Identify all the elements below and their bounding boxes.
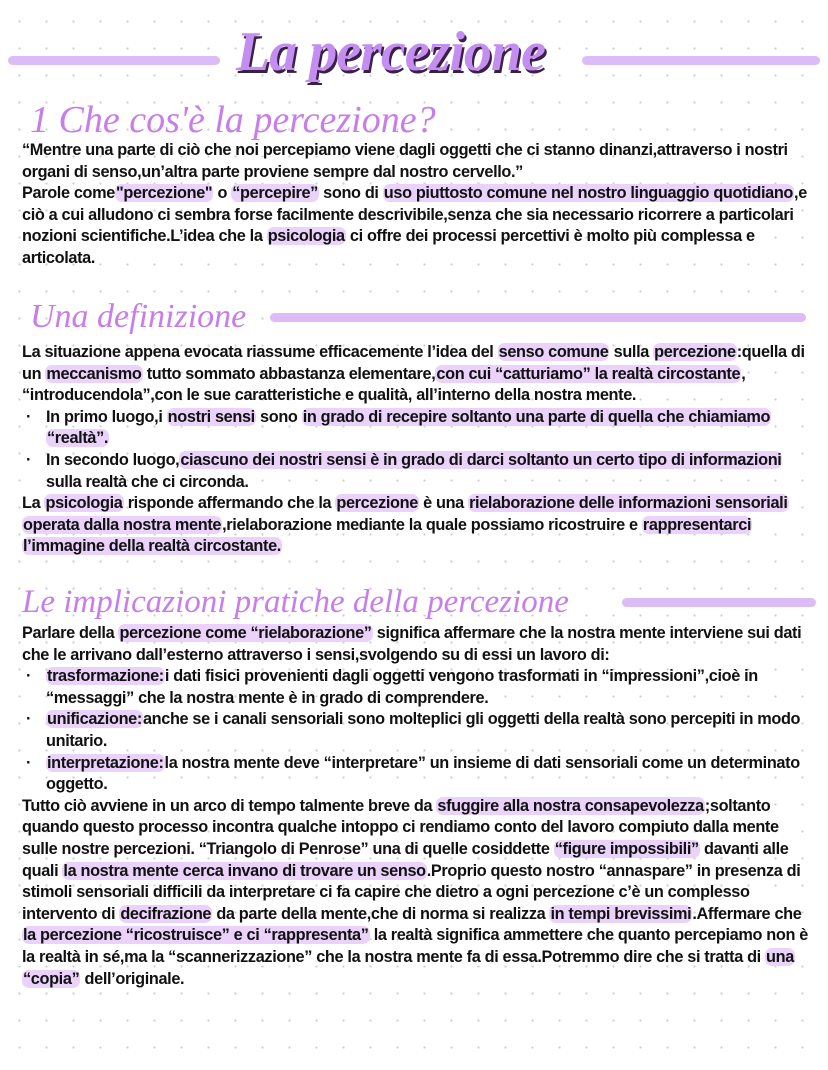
highlighted-text: interpretazione: — [47, 753, 164, 772]
text: sulla — [609, 343, 654, 361]
text: .Proprio questo nostro “annaspare” in presenza di stimoli sensoriali difficili da interpretare ci fa capire che dietro a ogni percezione c’è un complesso intervento di — [22, 861, 801, 923]
text: risponde affermando che la — [123, 494, 336, 513]
text: o — [213, 184, 232, 203]
paragraph — [22, 493, 812, 558]
text: è una — [418, 494, 469, 513]
section-heading-3: Le implicazioni pratiche della percezione — [22, 584, 569, 620]
text: la realtà significa ammettere che quanto percepiamo non è la realtà in sé,ma la “scannerizzazione” che la nostra mente fa di essa.Potremmo dire che si tratta di — [22, 926, 808, 966]
title-row — [0, 18, 828, 88]
text: sulla realtà che ci circonda. — [46, 472, 249, 491]
text: dell’originale. — [80, 969, 185, 988]
bullet-item — [22, 407, 812, 450]
highlighted-text: percezione — [654, 343, 736, 361]
section-rule-2 — [270, 313, 806, 322]
section-heading-2: Una definizione — [30, 298, 247, 335]
text: :quella di un — [22, 343, 805, 383]
highlighted-text: ciascuno dei nostri sensi è in grado di darci soltanto un certo tipo di informazioni — [180, 450, 782, 469]
text: significa affermare che la nostra mente interviene sui dati che le arrivano dall’esterno attraverso i sensi,svolgendo su di essi un lavoro di: — [22, 624, 802, 664]
text: Parlare della — [22, 624, 119, 642]
text: davanti alle quali — [22, 839, 789, 880]
text: ,rielaborazione mediante la quale possiamo ricostruire e — [222, 515, 642, 534]
paragraph — [22, 342, 812, 407]
text: ,e ciò a cui alludono ci sembra forse facilmente descrivibile,senza che sia necessario ricorrere a particolari nozioni scientifiche.L’idea che la — [22, 184, 807, 246]
section-body-2 — [22, 342, 812, 558]
text: ci offre dei processi percettivi è molto più complessa e articolata. — [22, 227, 755, 267]
text: sono di — [318, 184, 383, 203]
paragraph — [22, 796, 812, 990]
text: i dati fisici provenienti dagli oggetti vengono trasformati in “impressioni”,cioè in “messaggi” che la nostra mente è in grado di comprendere. — [46, 667, 758, 707]
text: ;soltanto quando questo processo incontra qualche intoppo ci rendiamo conto del lavoro compiuto dalla mente sulle nostre percezioni. “Triangolo di Penrose” una di quelle cosiddette — [22, 796, 779, 858]
paragraph — [22, 183, 812, 269]
highlighted-text: con cui “catturiamo” la realtà circostante — [436, 364, 741, 383]
text: .Affermare che — [692, 904, 802, 923]
paragraph — [22, 140, 812, 183]
paragraph — [22, 623, 812, 666]
title-rule-left — [8, 56, 220, 65]
text: In secondo luogo, — [46, 450, 180, 469]
bullet-item — [22, 450, 812, 493]
highlighted-text: unificazione: — [47, 710, 142, 729]
text: La situazione appena evocata riassume efficacemente l’idea del — [22, 343, 498, 361]
text: Tutto ciò avviene in un arco di tempo talmente breve da — [22, 796, 437, 815]
highlighted-text: meccanismo — [46, 364, 142, 383]
highlighted-text: in tempi brevissimi — [550, 904, 692, 923]
bullet-item — [22, 666, 812, 709]
section-body-1 — [22, 140, 812, 270]
highlighted-text: decifrazione — [120, 904, 212, 923]
section-heading-1: 1 Che cos'è la percezione? — [30, 99, 436, 141]
highlighted-text: la nostra mente cerca invano di trovare un senso — [63, 861, 426, 880]
text: “Mentre una parte di ciò che noi percepiamo viene dagli oggetti che ci stanno dinanzi,attraverso i nostri organi di senso,un’altra parte proviene sempre dal nostro cervello.” — [22, 141, 788, 181]
highlighted-text: nostri sensi — [167, 407, 255, 426]
highlighted-text: psicologia — [267, 227, 345, 246]
text: , “introducendola”,con le sue caratteristiche e qualità, all’interno della nostra mente. — [22, 364, 746, 405]
bullet-item — [22, 753, 812, 796]
highlighted-text: senso comune — [498, 343, 609, 361]
bullet-item — [22, 709, 812, 752]
section-rule-3 — [622, 598, 816, 607]
title-rule-right — [582, 56, 820, 65]
section-body-3 — [22, 623, 812, 990]
text: tutto sommato abbastanza elementare, — [142, 364, 436, 383]
highlighted-text: uso piuttosto comune nel nostro linguaggio quotidiano — [383, 184, 794, 203]
highlighted-text: psicologia — [45, 494, 123, 513]
highlighted-text: rielaborazione delle informazioni sensoriali operata dalla nostra mente — [23, 494, 788, 534]
highlighted-text: una “copia” — [23, 947, 794, 988]
highlighted-text: percezione come “rielaborazione” — [119, 624, 372, 642]
highlighted-text: "percezione" — [115, 184, 213, 203]
highlighted-text: rappresentarci l’immagine della realtà circostante. — [23, 515, 752, 556]
text: da parte della mente,che di norma si realizza — [212, 904, 550, 923]
highlighted-text: “percepire” — [232, 184, 318, 203]
text: la nostra mente deve “interpretare” un insieme di dati sensoriali come un determinato oggetto. — [46, 753, 800, 794]
highlighted-text: in grado di recepire soltanto una parte di quella che chiamiamo “realtà”. — [47, 407, 771, 448]
text: anche se i canali sensoriali sono molteplici gli oggetti della realtà sono percepiti in modo unitario. — [46, 710, 801, 750]
highlighted-text: trasformazione: — [47, 667, 164, 686]
highlighted-text: sfuggire alla nostra consapevolezza — [437, 796, 704, 815]
highlighted-text: percezione — [336, 494, 418, 513]
highlighted-text: “figure impossibili” — [554, 839, 699, 858]
text: sono — [255, 407, 302, 426]
page-title: La percezione — [236, 21, 545, 83]
text: La — [22, 494, 45, 513]
text: In primo luogo,i — [46, 407, 167, 426]
text: Parole come — [22, 184, 115, 203]
highlighted-text: la percezione “ricostruisce” e ci “rappresenta” — [23, 926, 369, 945]
